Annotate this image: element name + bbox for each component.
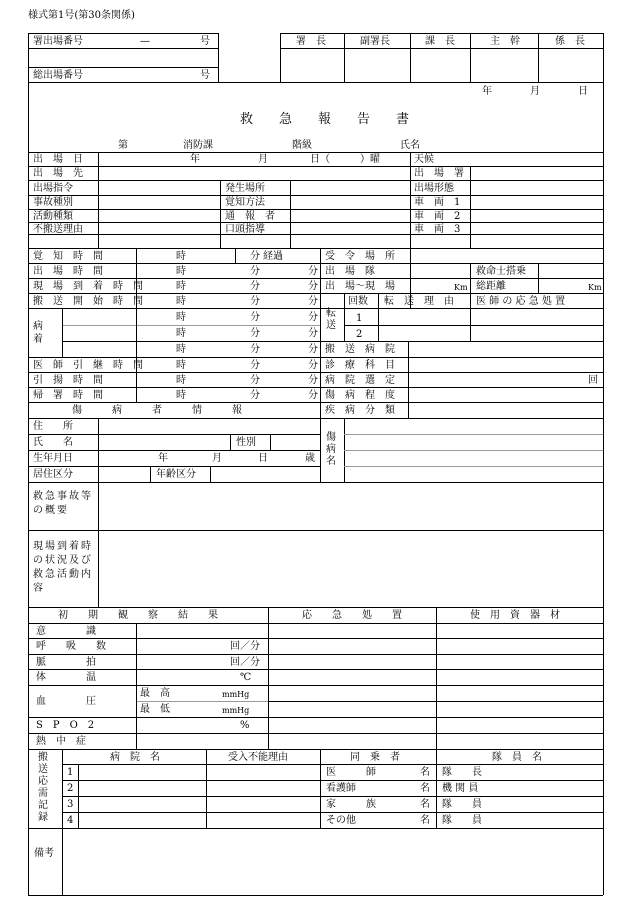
ji-6: 時: [176, 344, 186, 355]
fun-1b: 分: [308, 266, 318, 277]
label-elapsed: 経過: [263, 251, 283, 262]
label-blood-pressure: 血 圧: [36, 696, 96, 707]
label-passenger: 同 乗 者: [350, 752, 400, 763]
label-hospital-name: 病 院 名: [110, 752, 160, 763]
label-weather: 天候: [414, 154, 434, 165]
birth-day: 日: [258, 453, 268, 464]
label-vehicle-1: 車 両 1: [414, 197, 461, 208]
label-reporter: 通 報 者: [225, 211, 275, 222]
label-spo2: S P O 2: [36, 720, 95, 731]
stamp-director: 主 幹: [490, 36, 520, 47]
label-patient-info: 傷 病 者 情 報: [72, 405, 242, 416]
reporter-name: 氏名: [400, 140, 420, 151]
crew-member-1: 隊 員: [442, 799, 482, 810]
ji-4: 時: [176, 312, 186, 323]
label-hospital-arrival: 病着: [33, 321, 43, 345]
label-disease-category: 疾 病 分 類: [325, 405, 395, 416]
dispatch-number-label: 署出場番号: [33, 36, 83, 47]
label-activity-content: 現場到着時の状況及び救急活動内容: [33, 541, 93, 594]
fun-7b: 分: [308, 360, 318, 371]
label-receive-place: 受 令 場 所: [325, 251, 395, 262]
crew-engineer: 機 関 員: [442, 783, 479, 794]
birth-month: 月: [212, 453, 222, 464]
rider-nurse: 看護師: [326, 783, 356, 794]
label-consciousness: 意 識: [36, 626, 96, 637]
label-dispatch-place: 出 場 先: [33, 168, 83, 179]
form-number: 様式第1号(第30条関係): [28, 10, 135, 21]
page-title: 救 急 報 告 書: [240, 112, 410, 127]
label-crew-name: 隊 員 名: [492, 752, 542, 763]
crew-captain: 隊 長: [442, 767, 482, 778]
km-unit-1: Km: [454, 283, 468, 292]
dispatch-day-week: 日（ ）曜: [310, 154, 380, 165]
date-day: 日: [578, 86, 588, 97]
label-hospital: 搬 送 病 院: [325, 344, 395, 355]
label-diagnosis: 傷病名: [326, 432, 336, 467]
label-vehicle-2: 車 両 2: [414, 211, 461, 222]
ji-9: 時: [176, 390, 186, 401]
label-initial-observation: 初 期 観 察 結 果: [58, 610, 218, 621]
fun-9b: 分: [308, 390, 318, 401]
crew-member-2: 隊 員: [442, 815, 482, 826]
fun-2a: 分: [250, 281, 260, 292]
fun-3a: 分: [250, 296, 260, 307]
dispatch-go: 号: [200, 36, 210, 47]
label-age: 歳: [305, 453, 315, 464]
fun-7a: 分: [250, 360, 260, 371]
transfer-row-1: 1: [356, 313, 363, 324]
label-dispatch-day: 出 場 日: [33, 154, 83, 165]
unit-respiration: 回／分: [230, 641, 260, 652]
label-order: 出場指令: [33, 183, 73, 194]
date-year: 年: [482, 86, 492, 97]
label-address: 住 所: [33, 421, 73, 432]
unit-temperature: ℃: [240, 672, 252, 683]
ji-3: 時: [176, 296, 186, 307]
transport-row-1: 1: [67, 767, 74, 778]
label-no-transport: 不搬送理由: [33, 224, 83, 235]
label-occur-place: 発生場所: [225, 183, 265, 194]
label-respiration: 呼 吸 数: [36, 641, 106, 652]
label-back-time: 帰 署 時 間: [33, 390, 103, 401]
label-count: 回数: [348, 296, 368, 307]
stamp-deputy: 副署長: [360, 36, 390, 47]
label-bp-high: 最 高: [140, 688, 170, 699]
label-dispatch-form: 出場形態: [414, 183, 454, 194]
fun-9a: 分: [250, 390, 260, 401]
transfer-row-2: 2: [356, 329, 363, 340]
label-emt: 救命士搭乗: [476, 266, 526, 277]
ji-2: 時: [176, 281, 186, 292]
label-method: 覚知方法: [225, 197, 265, 208]
label-birth: 生年月日: [33, 453, 73, 464]
label-kai: 回: [588, 375, 598, 386]
transport-row-4: 4: [67, 815, 74, 826]
label-accident-summary: 救急事故等の概要: [33, 491, 93, 516]
dispatch-year: 年: [190, 154, 200, 165]
label-sex: 性別: [236, 437, 256, 448]
label-transport-start: 搬 送 開 始 時 間: [33, 296, 143, 307]
fun-6a: 分: [250, 344, 260, 355]
label-handover: 医 師 引 継 時 間: [33, 360, 143, 371]
dispatch-dash: —: [140, 36, 150, 47]
rider-other: その他: [326, 815, 356, 826]
label-to-scene: 出 場～現 場: [325, 281, 395, 292]
unit-pulse: 回／分: [230, 657, 260, 668]
ji-8: 時: [176, 375, 186, 386]
label-age-category: 年齢区分: [156, 469, 196, 480]
label-oral-guidance: 口頭指導: [225, 224, 265, 235]
ji-5: 時: [176, 328, 186, 339]
total-go: 号: [200, 70, 210, 81]
mei-3: 名: [420, 799, 430, 810]
transport-row-2: 2: [67, 783, 74, 794]
fun-1a: 分: [250, 266, 260, 277]
ji-1: 時: [176, 266, 186, 277]
rider-family: 家 族: [326, 799, 376, 810]
fun-5b: 分: [308, 328, 318, 339]
fun-5a: 分: [250, 328, 260, 339]
fun-2b: 分: [308, 281, 318, 292]
total-number-label: 総出場番号: [33, 70, 83, 81]
label-severity: 傷 病 程 度: [325, 390, 395, 401]
mei-2: 名: [420, 783, 430, 794]
label-equipment: 使 用 資 器 材: [470, 610, 560, 621]
mei-1: 名: [420, 767, 430, 778]
unit-bp-low: mmHg: [222, 706, 250, 715]
label-temperature: 体 温: [36, 672, 96, 683]
fun-4a: 分: [250, 312, 260, 323]
label-vehicle-3: 車 両 3: [414, 224, 461, 235]
label-station: 出 場 署: [414, 168, 464, 179]
label-transfer-reason: 転 送 理 由: [384, 296, 454, 307]
fun-6b: 分: [308, 344, 318, 355]
fun-8a: 分: [250, 375, 260, 386]
date-month: 月: [530, 86, 540, 97]
label-bp-low: 最 低: [140, 704, 170, 715]
fun-0: 分: [250, 251, 260, 262]
label-refusal-reason: 受入不能理由: [228, 752, 288, 763]
fun-3b: 分: [308, 296, 318, 307]
label-patient-name: 氏 名: [33, 437, 73, 448]
unit-spo2: %: [240, 720, 250, 731]
dispatch-month: 月: [258, 154, 268, 165]
birth-year: 年: [158, 453, 168, 464]
label-unit: 出 場 隊: [325, 266, 375, 277]
label-accident: 事故種別: [33, 197, 73, 208]
label-arrival-time: 現 場 到 着 時 間: [33, 281, 143, 292]
label-residence: 居住区分: [33, 469, 73, 480]
mei-4: 名: [420, 815, 430, 826]
label-transfer: 転送: [326, 308, 336, 331]
label-remarks: 備考: [34, 848, 54, 859]
label-return-time: 引 揚 時 間: [33, 375, 103, 386]
transport-row-3: 3: [67, 799, 74, 810]
unit-bp-high: mmHg: [222, 690, 250, 699]
label-transport-record: 搬送応需記録: [38, 752, 48, 823]
label-activity: 活動種類: [33, 211, 73, 222]
ji-7: 時: [176, 360, 186, 371]
fun-4b: 分: [308, 312, 318, 323]
label-total-distance: 総距離: [476, 281, 506, 292]
stamp-chief: 署 長: [296, 36, 326, 47]
label-pulse: 脈 拍: [36, 657, 96, 668]
km-unit-2: Km: [588, 283, 602, 292]
reporter-section: 消防課: [183, 140, 213, 151]
label-department: 診 療 科 目: [325, 360, 395, 371]
label-dispatch-time: 出 場 時 間: [33, 266, 103, 277]
fun-8b: 分: [308, 375, 318, 386]
label-notice-time: 覚 知 時 間: [33, 251, 103, 262]
label-doctor-treatment: 医 師 の 応 急 処 置: [476, 296, 566, 307]
label-hospital-select: 病 院 選 定: [325, 375, 395, 386]
label-heatstroke: 熱 中 症: [36, 736, 86, 747]
label-first-aid: 応 急 処 置: [302, 610, 402, 621]
reporter-dai: 第: [118, 140, 128, 151]
stamp-section: 課 長: [425, 36, 455, 47]
stamp-subsection: 係 長: [555, 36, 585, 47]
rider-doctor: 医 師: [326, 767, 376, 778]
ji-0: 時: [176, 251, 186, 262]
reporter-rank: 階級: [292, 140, 312, 151]
